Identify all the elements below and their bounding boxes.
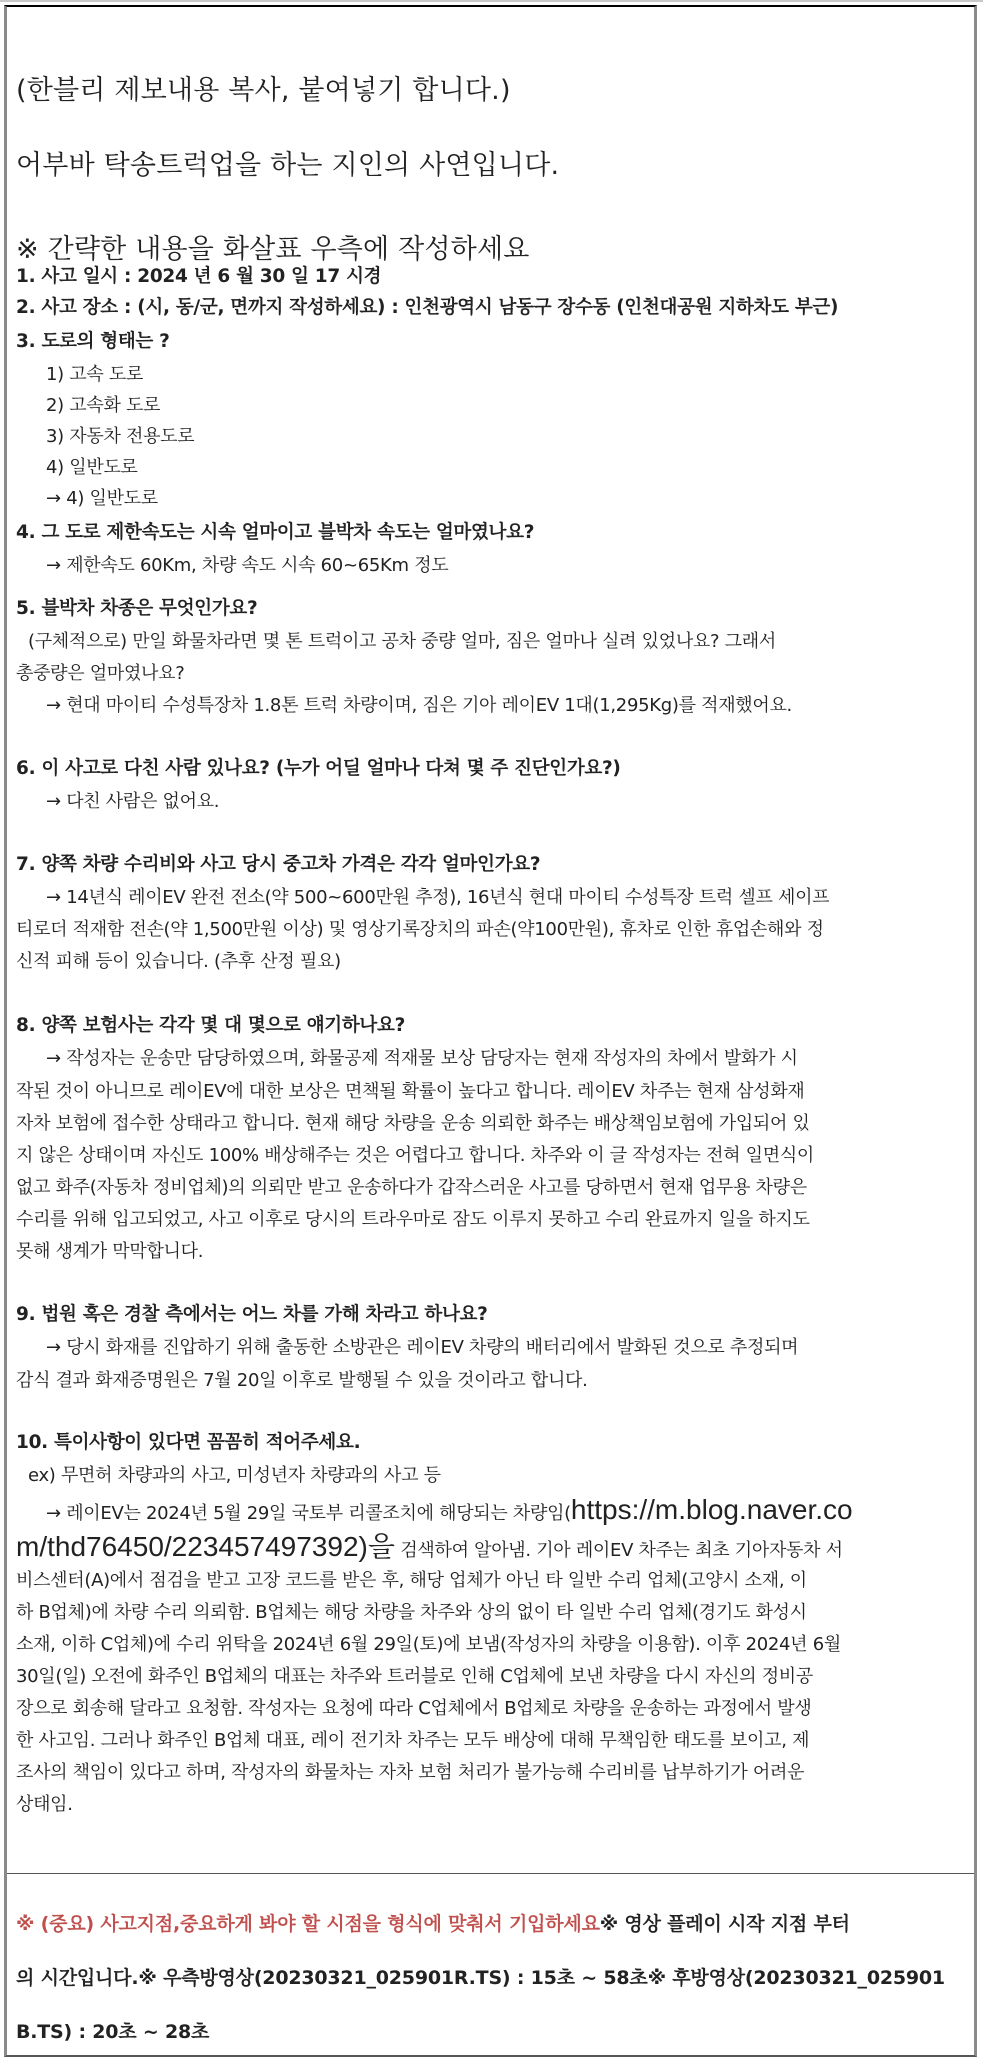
q10-answer-suffix: 검색하여 알아냄. 기아 레이EV 차주는 최초 기아자동차 서 [394, 1540, 843, 1561]
q5-detail: (구체적으로) 만일 화물차라면 몇 톤 트럭이고 공차 중량 얼마, 짐은 얼마나 실려 있었나요? 그래서 [28, 631, 776, 652]
q10-answer-line: 한 사고임. 그러나 화주인 B업체 대표, 레이 전기차 차주는 모두 배상에 대해 무책임한 태도를 보이고, 제 [16, 1730, 810, 1751]
video-note-line-1 [16, 1915, 850, 1934]
intro-instruction: ※ 간략한 내용을 화살표 우측에 작성하세요 [16, 234, 530, 265]
video-note-line-2: 의 시간입니다.※ 우측방영상(20230321_025901R.TS) : 15초 ~ 58초※ 후방영상(20230321_025901 [16, 1967, 945, 1989]
video-note-line-3: B.TS) : 20초 ~ 28초 [16, 2021, 210, 2043]
q10-answer-line-2 [16, 1533, 843, 1561]
q9-fault-question: 9. 법원 혹은 경찰 측에서는 어느 차를 가해 차라고 하나요? [16, 1304, 488, 1325]
q5-detail: 총중량은 얼마였나요? [16, 663, 185, 684]
q10-special-notes-question: 10. 특이사항이 있다면 꼼꼼히 적어주세요. [16, 1432, 361, 1453]
q8-answer-line: 못해 생계가 막막합니다. [16, 1241, 204, 1262]
q8-answer-line: → 작성자는 운송만 담당하였으며, 화물공제 적재물 보상 담당자는 현재 작성자의 차에서 발화가 시 [46, 1048, 798, 1069]
q10-answer-line: 하 B업체)에 차량 수리 의뢰함. B업체는 해당 차량을 차주와 상의 없이 타 일반 수리 업체(경기도 화성시 [16, 1602, 807, 1623]
q2-accident-location: 2. 사고 장소 : (시, 동/군, 면까지 작성하세요) : 인천광역시 남동구 장수동 (인천대공원 지하차도 부근) [16, 297, 839, 318]
q3-option: 1) 고속 도로 [46, 364, 144, 385]
q9-answer-line: 감식 결과 화재증명원은 7월 20일 이후로 발행될 수 있을 것이라고 합니다. [16, 1370, 588, 1391]
q10-answer-line: 소재, 이하 C업체)에 수리 위탁을 2024년 6월 29일(토)에 보냄(작성자의 차량을 이용함). 이후 2024년 6월 [16, 1634, 841, 1655]
q6-injury-question: 6. 이 사고로 다친 사람 있나요? (누가 어딜 얼마나 다쳐 몇 주 진단인가요?) [16, 758, 621, 779]
q7-repair-cost-question: 7. 양쪽 차량 수리비와 사고 당시 중고차 가격은 각각 얼마인가요? [16, 854, 541, 875]
q10-answer-line: 30일(일) 오전에 화주인 B업체의 대표는 차주와 트러블로 인해 C업체에 보낸 차량을 다시 자신의 정비공 [16, 1666, 813, 1687]
q9-answer-line: → 당시 화재를 진압하기 위해 출동한 소방관은 레이EV 차량의 배터리에서 발화된 것으로 추정되며 [46, 1337, 799, 1358]
intro-story-note: 어부바 탁송트럭업을 하는 지인의 사연입니다. [16, 150, 560, 181]
q8-answer-line: 수리를 위해 입고되었고, 사고 이후로 당시의 트라우마로 잠도 이루지 못하고 수리 완료까지 일을 하지도 [16, 1209, 810, 1230]
q1-accident-datetime: 1. 사고 일시 : 2024 년 6 월 30 일 17 시경 [16, 266, 382, 287]
q3-option: 2) 고속화 도로 [46, 395, 161, 416]
q3-road-type-question: 3. 도로의 형태는 ? [16, 331, 170, 352]
q7-answer-line: 티로더 적재함 전손(약 1,500만원 이상) 및 영상기록장치의 파손(약100만원), 휴차로 인한 휴업손해와 정 [16, 919, 824, 940]
q10-answer-line: 조사의 책임이 있다고 하며, 작성자의 화물차는 자차 보험 처리가 불가능해 수리비를 납부하기가 어려운 [16, 1762, 805, 1783]
q5-vehicle-type-question: 5. 블박차 차종은 무엇인가요? [16, 598, 258, 619]
q8-answer-line: 작된 것이 아니므로 레이EV에 대한 보상은 면책될 확률이 높다고 합니다. 레이EV 차주는 현재 삼성화재 [16, 1081, 805, 1102]
q8-insurance-question: 8. 양쪽 보험사는 각각 몇 대 몇으로 얘기하나요? [16, 1015, 405, 1036]
q10-answer-prefix: → 레이EV는 2024년 5월 29일 국토부 리콜조치에 해당되는 차량임( [46, 1503, 571, 1524]
q10-answer-line-1 [46, 1496, 853, 1524]
q4-speed-question: 4. 그 도로 제한속도는 시속 얼마이고 블박차 속도는 얼마였나요? [16, 522, 535, 543]
important-instruction: ※ (중요) 사고지점,중요하게 봐야 할 시점을 형식에 맞춰서 기입하세요 [16, 1913, 600, 1935]
recall-blog-link[interactable]: https://m.blog.naver.co [570, 1494, 853, 1525]
q10-answer-line: 비스센터(A)에서 점검을 받고 고장 코드를 받은 후, 해당 업체가 아닌 타 일반 수리 업체(고양시 소재, 이 [16, 1570, 807, 1591]
q7-answer-line: 신적 피해 등이 있습니다. (추후 산정 필요) [16, 951, 341, 972]
q3-option: 3) 자동차 전용도로 [46, 426, 195, 447]
page-top-edge [0, 0, 983, 2]
q6-answer: → 다친 사람은 없어요. [46, 791, 220, 812]
q10-answer-line: 장으로 회송해 달라고 요청함. 작성자는 요청에 따라 C업체에서 B업체로 차량을 운송하는 과정에서 발생 [16, 1698, 812, 1719]
q3-answer: → 4) 일반도로 [46, 488, 158, 509]
q10-example: ex) 무면허 차량과의 사고, 미성년자 차량과의 사고 등 [28, 1465, 441, 1486]
q10-answer-line: 상태임. [16, 1794, 73, 1815]
q8-answer-line: 없고 화주(자동차 정비업체)의 의뢰만 받고 운송하다가 갑작스러운 사고를 당하면서 현재 업무용 차량은 [16, 1177, 807, 1198]
video-start-note: ※ 영상 플레이 시작 지점 부터 [599, 1913, 850, 1935]
q3-option: 4) 일반도로 [46, 457, 138, 478]
recall-blog-link-cont[interactable]: m/thd76450/223457497392)을 [16, 1531, 395, 1562]
q7-answer-line: → 14년식 레이EV 완전 전소(약 500~600만원 추정), 16년식 현대 마이티 수성특장 트럭 셀프 세이프 [46, 887, 830, 908]
q5-answer: → 현대 마이티 수성특장차 1.8톤 트럭 차량이며, 짐은 기아 레이EV 1대(1,295Kg)를 적재했어요. [46, 695, 792, 716]
q4-answer: → 제한속도 60Km, 차량 속도 시속 60~65Km 정도 [46, 555, 449, 576]
q8-answer-line: 지 않은 상태이며 자신도 100% 배상해주는 것은 어렵다고 합니다. 차주와 이 글 작성자는 전혀 일면식이 [16, 1145, 815, 1166]
q8-answer-line: 자차 보험에 접수한 상태라고 합니다. 현재 해당 차량을 운송 의뢰한 화주는 배상책임보험에 가입되어 있 [16, 1113, 810, 1134]
intro-copy-note: (한블리 제보내용 복사, 붙여넣기 합니다.) [16, 75, 511, 106]
